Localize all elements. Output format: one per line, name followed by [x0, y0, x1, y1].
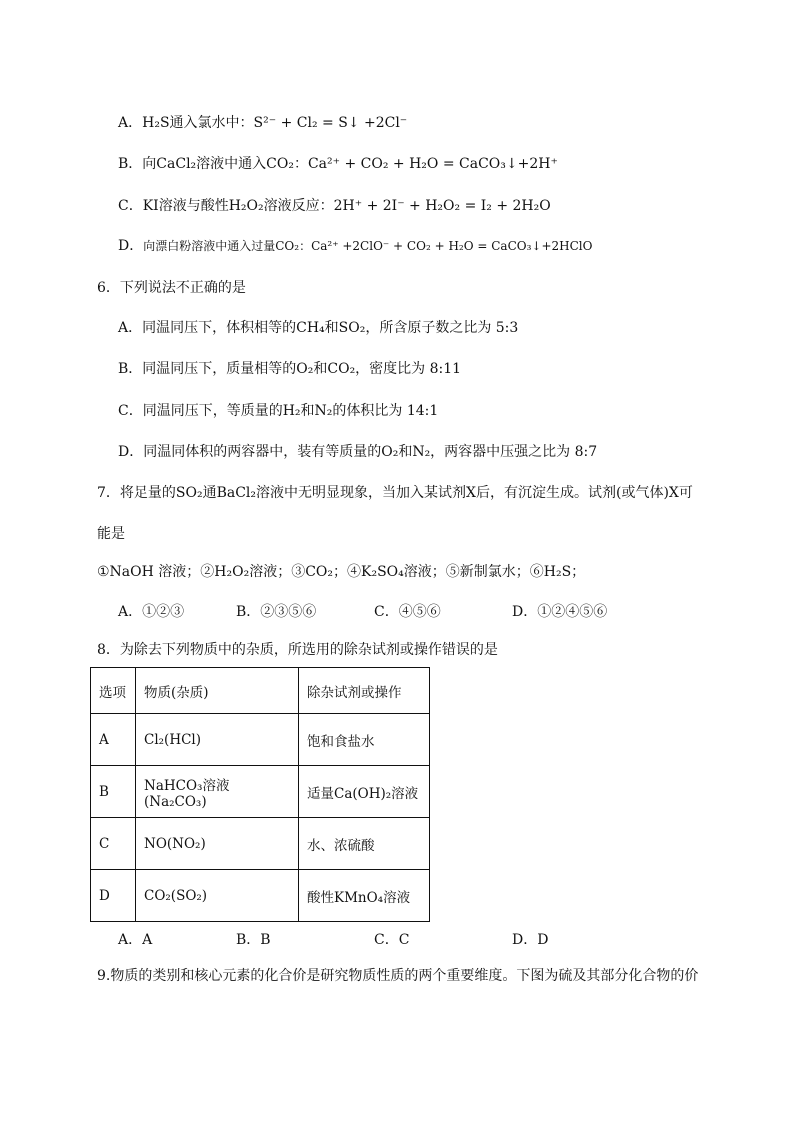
- q5-option-d: [118, 236, 592, 256]
- table-header-cell: 除杂试剂或操作: [299, 668, 430, 714]
- table-cell: CO₂(SO₂): [136, 870, 299, 922]
- table-header-row: [91, 668, 430, 714]
- table-cell: Cl₂(HCl): [136, 714, 299, 766]
- q5-option-a: [118, 113, 407, 133]
- q8-stem: 8．为除去下列物质中的杂质，所选用的除杂试剂或操作错误的是: [97, 642, 498, 658]
- q6-option-d: D．同温同体积的两容器中，装有等质量的O₂和N₂，两容器中压强之比为 8:7: [118, 444, 598, 460]
- q6-option-b: B．同温同压下，质量相等的O₂和CO₂，密度比为 8:11: [118, 361, 462, 377]
- q5-option-b-text: 向CaCl₂溶液中通入CO₂：Ca²⁺ + CO₂ + H₂O = CaCO₃↓+2H⁺: [142, 156, 558, 172]
- table-cell: NO(NO₂): [136, 818, 299, 870]
- q5-option-a-label: A．: [118, 115, 143, 131]
- q8-table: [90, 667, 430, 922]
- table-cell: 酸性KMnO₄溶液: [299, 870, 430, 922]
- q8-option-a: A．A: [118, 932, 153, 948]
- q5-option-d-text: 向漂白粉溶液中通入过量CO₂：Ca²⁺ +2ClO⁻ + CO₂ + H₂O = CaCO₃↓+2HClO: [143, 239, 593, 253]
- table-row: [91, 714, 430, 766]
- q8-option-c: C．C: [374, 932, 410, 948]
- table-cell: A: [91, 714, 136, 766]
- q8-option-d: D．D: [512, 932, 549, 948]
- q7-stem-line1: 7．将足量的SO₂通BaCl₂溶液中无明显现象，当加入某试剂X后，有沉淀生成。试剂(或气体)X可: [97, 485, 693, 501]
- table-header-cell: 选项: [91, 668, 136, 714]
- table-row: [91, 766, 430, 818]
- table-cell: 水、浓硫酸: [299, 818, 430, 870]
- table-cell: B: [91, 766, 136, 818]
- table-cell: D: [91, 870, 136, 922]
- table-row: [91, 870, 430, 922]
- q5-option-b: [118, 154, 558, 174]
- q5-option-a-text: H₂S通入氯水中：S²⁻ + Cl₂ = S↓ +2Cl⁻: [142, 115, 408, 131]
- q6-stem: 6．下列说法不正确的是: [97, 280, 246, 296]
- q6-option-a: A．同温同压下，体积相等的CH₄和SO₂，所含原子数之比为 5:3: [118, 320, 519, 336]
- table-header-cell: 物质(杂质): [136, 668, 299, 714]
- table-row: [91, 818, 430, 870]
- q8-option-b: B．B: [236, 932, 271, 948]
- table-cell: 饱和食盐水: [299, 714, 430, 766]
- table-cell: C: [91, 818, 136, 870]
- q5-option-c-text: KI溶液与酸性H₂O₂溶液反应：2H⁺ + 2I⁻ + H₂O₂ = I₂ + 2H₂O: [142, 198, 551, 214]
- q5-option-d-label: D．: [118, 238, 144, 254]
- table-cell: NaHCO₃溶液(Na₂CO₃): [136, 766, 299, 818]
- q7-option-a: A．①②③: [118, 604, 185, 620]
- q9-stem: 9.物质的类别和核心元素的化合价是研究物质性质的两个重要维度。下图为硫及其部分化合物的价: [97, 968, 699, 984]
- q6-option-c: C．同温同压下，等质量的H₂和N₂的体积比为 14:1: [118, 403, 439, 419]
- q7-option-d: D．①②④⑤⑥: [512, 604, 608, 620]
- q7-reagent-list: ①NaOH 溶液；②H₂O₂溶液；③CO₂；④K₂SO₄溶液；⑤新制氯水；⑥H₂S；: [97, 564, 586, 580]
- q5-option-c: [118, 196, 551, 216]
- q5-option-c-label: C．: [118, 198, 143, 214]
- q5-option-b-label: B．: [118, 156, 143, 172]
- q7-option-b: B．②③⑤⑥: [236, 604, 317, 620]
- q7-option-c: C．④⑤⑥: [374, 604, 441, 620]
- q7-stem-line2: 能是: [97, 526, 125, 542]
- table-cell: 适量Ca(OH)₂溶液: [299, 766, 430, 818]
